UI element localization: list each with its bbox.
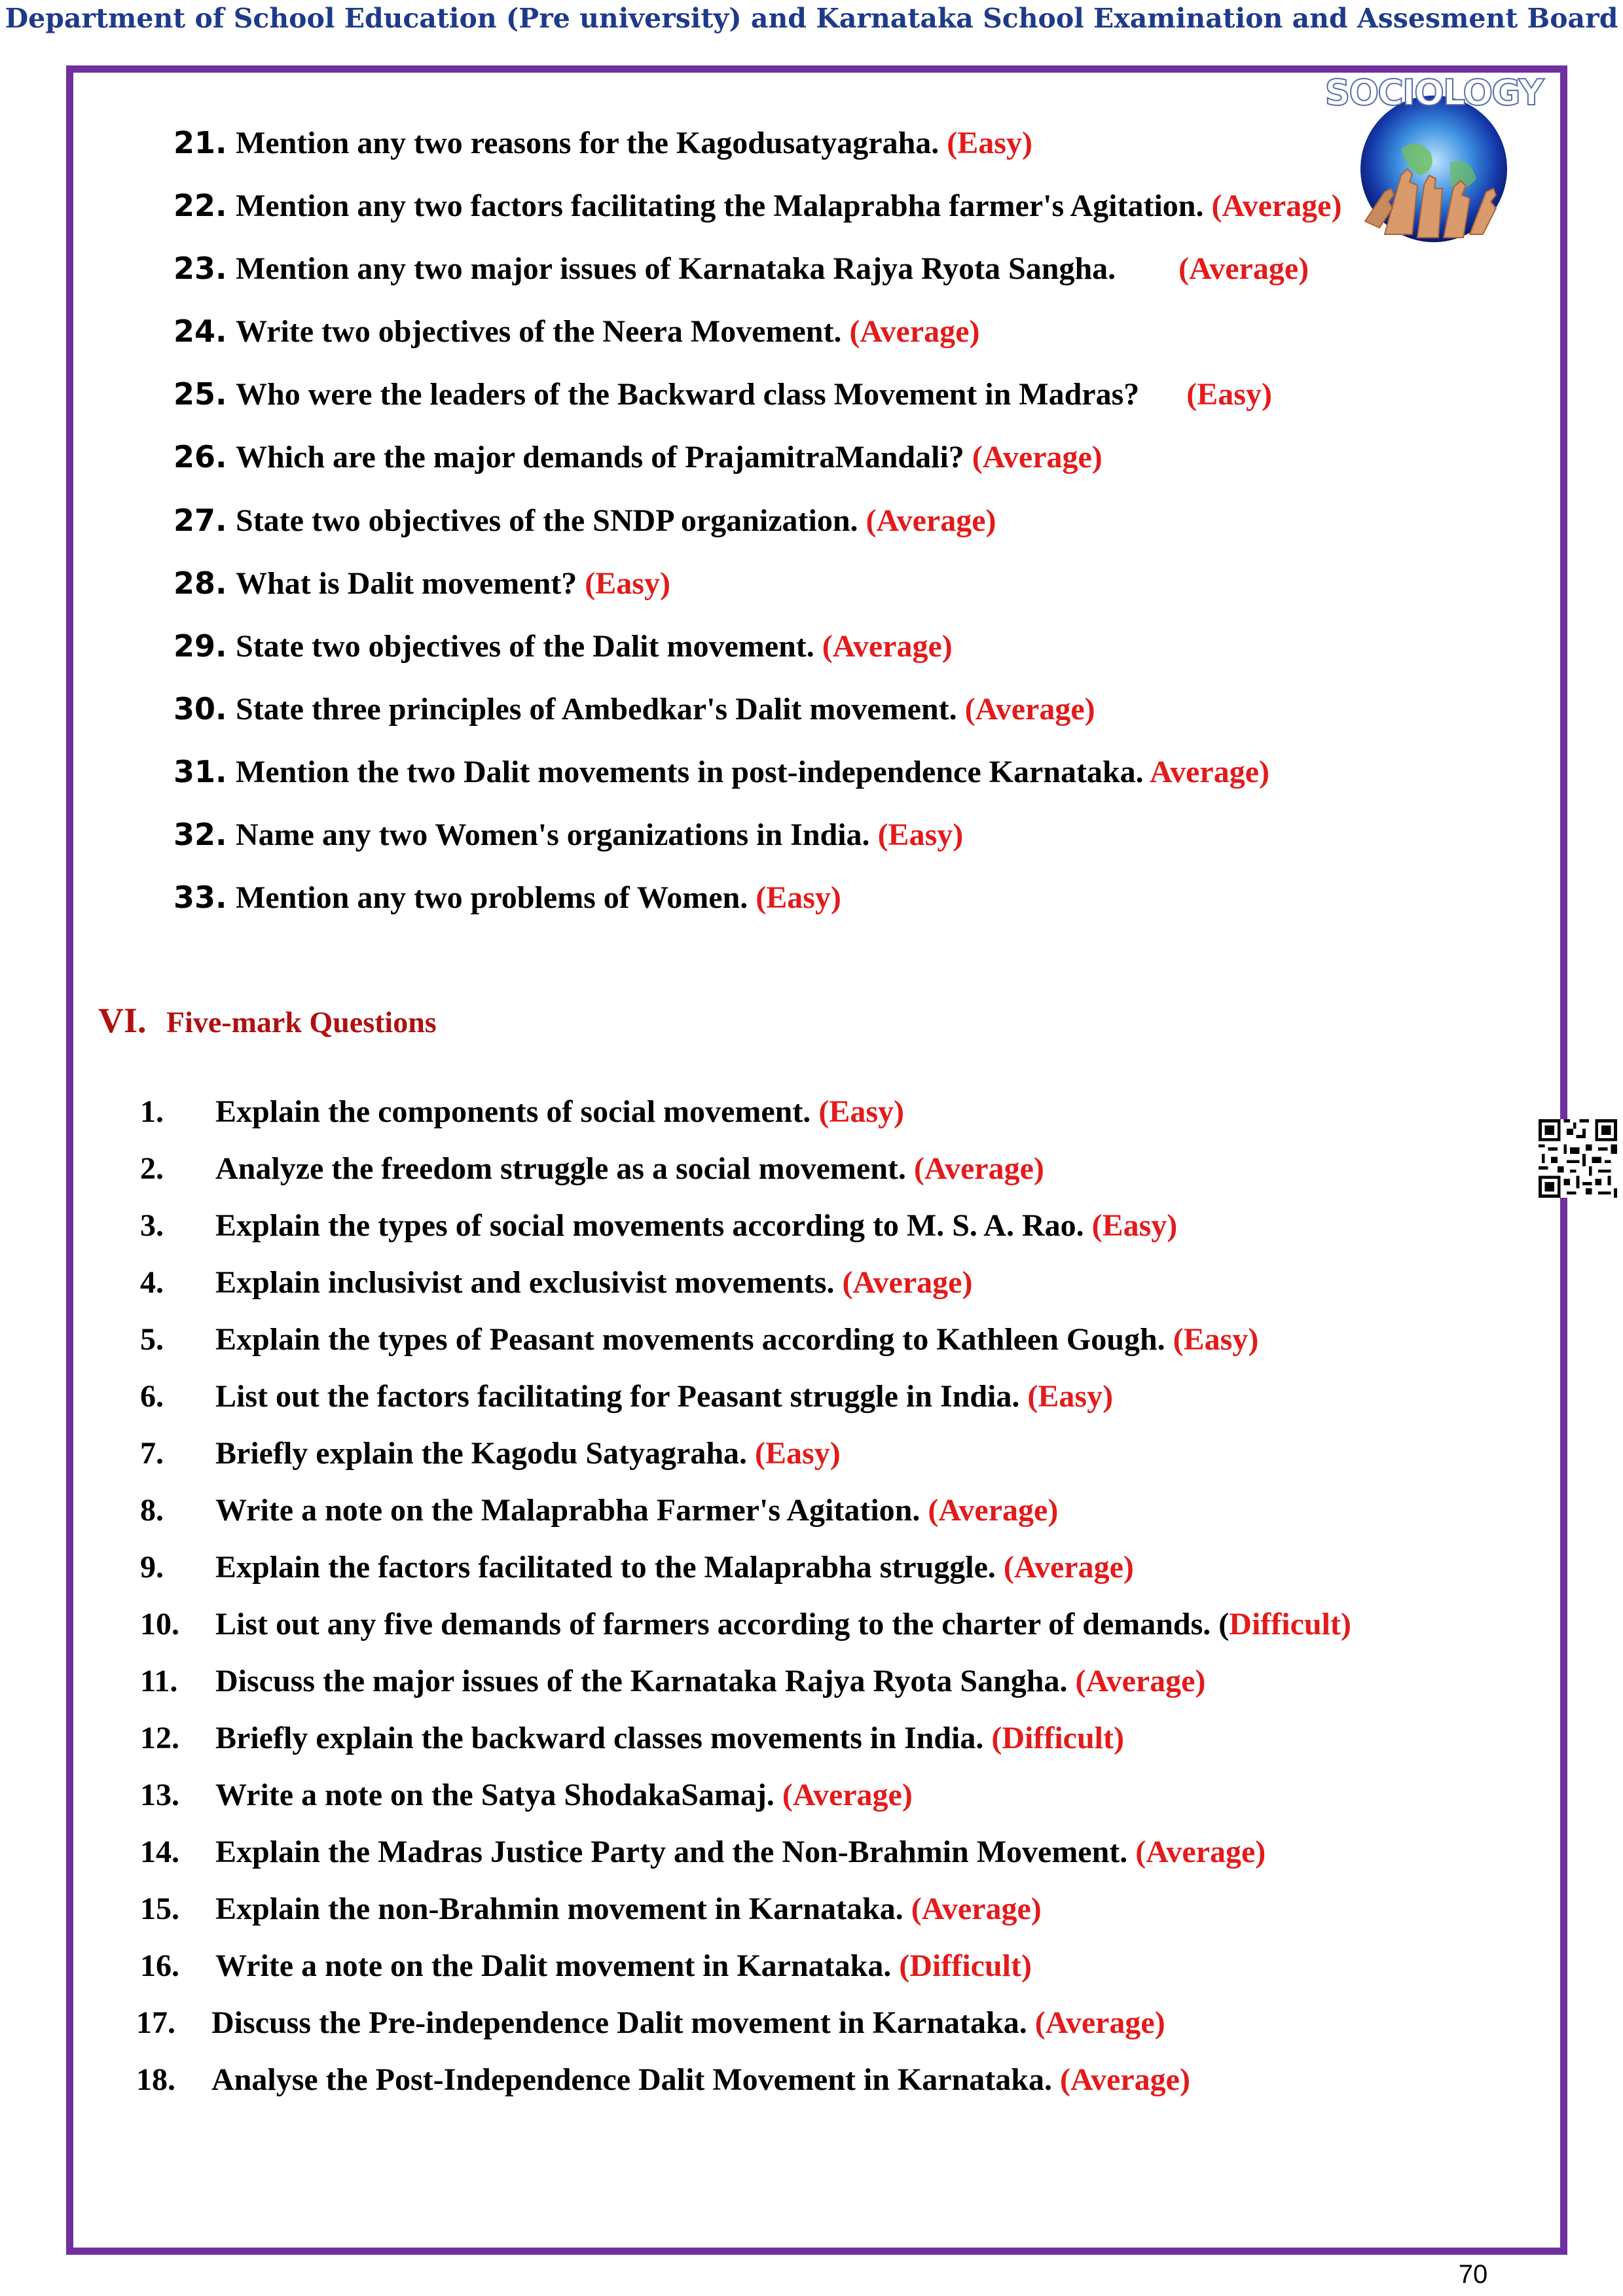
question-text: Briefly explain the Kagodu Satyagraha.	[215, 1436, 756, 1471]
question-text: Which are the major demands of PrajamitraMandali?	[236, 440, 972, 475]
list-item	[173, 437, 1103, 477]
list-item	[140, 1719, 1124, 1758]
list-item	[136, 2003, 1165, 2043]
list-item	[140, 1833, 1266, 1872]
question-number: 17.	[136, 2005, 175, 2040]
difficulty-label: (Difficult)	[899, 1948, 1032, 1983]
question-number: 5.	[140, 1322, 164, 1357]
list-item	[140, 1491, 1058, 1530]
difficulty-label: (Easy)	[585, 566, 670, 601]
section-heading	[98, 997, 437, 1052]
list-item	[173, 186, 1341, 226]
sociology-logo	[1324, 71, 1543, 244]
question-text: List out any five demands of farmers according to the charter of demands. (	[215, 1607, 1230, 1641]
difficulty-label: (Average)	[866, 503, 996, 538]
question-number: 26.	[173, 439, 227, 475]
list-item	[140, 1206, 1177, 1246]
difficulty-label: (Average)	[1003, 1550, 1134, 1585]
difficulty-label: Difficult)	[1229, 1607, 1351, 1641]
list-item	[173, 752, 1269, 792]
difficulty-label: (Easy)	[756, 880, 841, 915]
difficulty-label: (Average)	[928, 1493, 1059, 1528]
list-item	[140, 1377, 1113, 1416]
question-text: Mention any two factors facilitating the Malaprabha farmer's Agitation.	[236, 188, 1212, 223]
question-text: Mention any two problems of Women.	[236, 880, 756, 915]
page-number: 70	[1458, 2260, 1488, 2289]
list-item	[173, 374, 1272, 414]
list-item	[173, 249, 1309, 289]
question-text: Explain the factors facilitated to the Malaprabha struggle.	[215, 1550, 1004, 1585]
question-number: 24.	[173, 314, 227, 349]
question-text: Write two objectives of the Neera Movement.	[236, 314, 850, 349]
question-text: Briefly explain the backward classes movements in India.	[215, 1721, 992, 1755]
question-text: Explain the Madras Justice Party and the Non-Brahmin Movement.	[215, 1835, 1136, 1869]
question-number: 1.	[140, 1094, 164, 1129]
question-text: List out the factors facilitating for Peasant struggle in India.	[215, 1379, 1028, 1414]
question-number: 23.	[173, 251, 227, 286]
difficulty-label: (Average)	[913, 1151, 1044, 1186]
question-number: 11.	[140, 1664, 178, 1698]
question-number: 18.	[136, 2062, 175, 2097]
question-number: 28.	[173, 565, 227, 601]
question-number: 12.	[140, 1721, 179, 1755]
question-number: 31.	[173, 754, 227, 789]
section-number: VI.	[98, 1001, 147, 1040]
list-item	[140, 1320, 1258, 1359]
question-number: 10.	[140, 1607, 179, 1641]
difficulty-label: (Average)	[1075, 1664, 1206, 1698]
question-text: Analyze the freedom struggle as a social movement.	[215, 1151, 914, 1186]
question-number: 13.	[140, 1778, 179, 1812]
question-number: 4.	[140, 1265, 164, 1300]
list-item	[173, 689, 1095, 729]
difficulty-label: (Easy)	[1027, 1379, 1114, 1414]
difficulty-label: (Easy)	[1173, 1322, 1259, 1357]
question-text: Write a note on the Malaprabha Farmer's Agitation.	[215, 1493, 928, 1528]
difficulty-label: (Easy)	[755, 1436, 841, 1471]
question-text: Mention any two reasons for the Kagodusatyagraha.	[236, 126, 947, 160]
question-number: 6.	[140, 1379, 164, 1414]
question-number: 14.	[140, 1835, 179, 1869]
list-item	[140, 1776, 913, 1815]
question-text: State two objectives of the SNDP organization.	[236, 503, 866, 538]
difficulty-label: (Average)	[1135, 1835, 1266, 1869]
list-item	[173, 815, 963, 855]
list-item	[173, 878, 841, 918]
question-number: 7.	[140, 1436, 164, 1471]
list-item	[140, 1946, 1032, 1986]
list-item	[140, 1662, 1205, 1701]
list-item	[173, 312, 979, 351]
list-item	[173, 626, 953, 666]
difficulty-label: (Easy)	[877, 817, 964, 852]
page-header: Department of School Education (Pre university) and Karnataka School Examination and Assesment Board	[5, 3, 1618, 34]
question-text: Explain the types of Peasant movements according to Kathleen Gough.	[215, 1322, 1173, 1357]
question-text: Explain the non-Brahmin movement in Karnataka.	[215, 1892, 911, 1926]
question-text: Mention any two major issues of Karnataka Rajya Ryota Sangha.	[236, 251, 1179, 286]
difficulty-label: (Average)	[842, 1265, 973, 1300]
difficulty-label: (Average)	[972, 440, 1103, 475]
difficulty-label: (Average)	[911, 1892, 1042, 1926]
question-text: State two objectives of the Dalit movement.	[236, 629, 822, 664]
difficulty-label: (Average)	[964, 692, 1095, 726]
list-item	[140, 1434, 841, 1473]
question-number: 16.	[140, 1948, 179, 1983]
question-text: Write a note on the Dalit movement in Karnataka.	[215, 1948, 900, 1983]
qr-code-icon	[1539, 1119, 1617, 1198]
logo-text: SOCIOLOGY	[1324, 72, 1543, 113]
question-text: Explain the components of social movement.	[215, 1094, 819, 1129]
question-number: 8.	[140, 1493, 164, 1528]
question-text: State three principles of Ambedkar's Dalit movement.	[236, 692, 965, 726]
list-item	[140, 1092, 904, 1132]
question-number: 15.	[140, 1892, 179, 1926]
list-item	[173, 564, 670, 603]
section-title: Five-mark Questions	[166, 1005, 437, 1039]
question-number: 3.	[140, 1208, 164, 1243]
difficulty-label: (Average)	[1178, 251, 1309, 286]
list-item	[140, 1263, 972, 1302]
question-number: 29.	[173, 628, 227, 664]
question-number: 30.	[173, 691, 227, 726]
difficulty-label: (Difficult)	[991, 1721, 1124, 1755]
question-number: 2.	[140, 1151, 164, 1186]
list-item	[136, 2060, 1190, 2100]
difficulty-label: (Average)	[1059, 2062, 1190, 2097]
list-item	[140, 1149, 1044, 1189]
question-text: Who were the leaders of the Backward class Movement in Madras?	[236, 377, 1187, 412]
question-text: Name any two Women's organizations in India.	[236, 817, 878, 852]
list-item	[140, 1548, 1134, 1587]
question-number: 33.	[173, 880, 227, 915]
question-text: Discuss the major issues of the Karnataka Rajya Ryota Sangha.	[215, 1664, 1076, 1698]
list-item	[173, 501, 996, 541]
question-text: Write a note on the Satya ShodakaSamaj.	[215, 1778, 782, 1812]
question-number: 22.	[173, 188, 227, 223]
question-number: 27.	[173, 503, 227, 538]
question-text: Explain inclusivist and exclusivist movements.	[215, 1265, 843, 1300]
difficulty-label: (Easy)	[1186, 377, 1272, 412]
question-number: 21.	[173, 125, 227, 160]
question-number: 9.	[140, 1550, 164, 1585]
difficulty-label: (Easy)	[1091, 1208, 1178, 1243]
question-text: What is Dalit movement?	[236, 566, 585, 601]
difficulty-label: (Easy)	[818, 1094, 904, 1129]
difficulty-label: (Easy)	[947, 126, 1032, 160]
difficulty-label: (Average)	[1034, 2005, 1165, 2040]
question-text: Analyse the Post-Independence Dalit Movement in Karnataka.	[211, 2062, 1060, 2097]
question-text: Mention the two Dalit movements in post-independence Karnataka.	[236, 755, 1150, 789]
difficulty-label: Average)	[1149, 755, 1269, 789]
list-item	[140, 1605, 1351, 1644]
difficulty-label: (Average)	[849, 314, 980, 349]
question-number: 25.	[173, 376, 227, 412]
list-item	[173, 123, 1032, 163]
difficulty-label: (Average)	[822, 629, 953, 664]
question-text: Explain the types of social movements according to M. S. A. Rao.	[215, 1208, 1092, 1243]
list-item	[140, 1890, 1042, 1929]
difficulty-label: (Average)	[782, 1778, 913, 1812]
difficulty-label: (Average)	[1211, 188, 1342, 223]
question-number: 32.	[173, 817, 227, 852]
question-text: Discuss the Pre-independence Dalit movement in Karnataka.	[211, 2005, 1035, 2040]
